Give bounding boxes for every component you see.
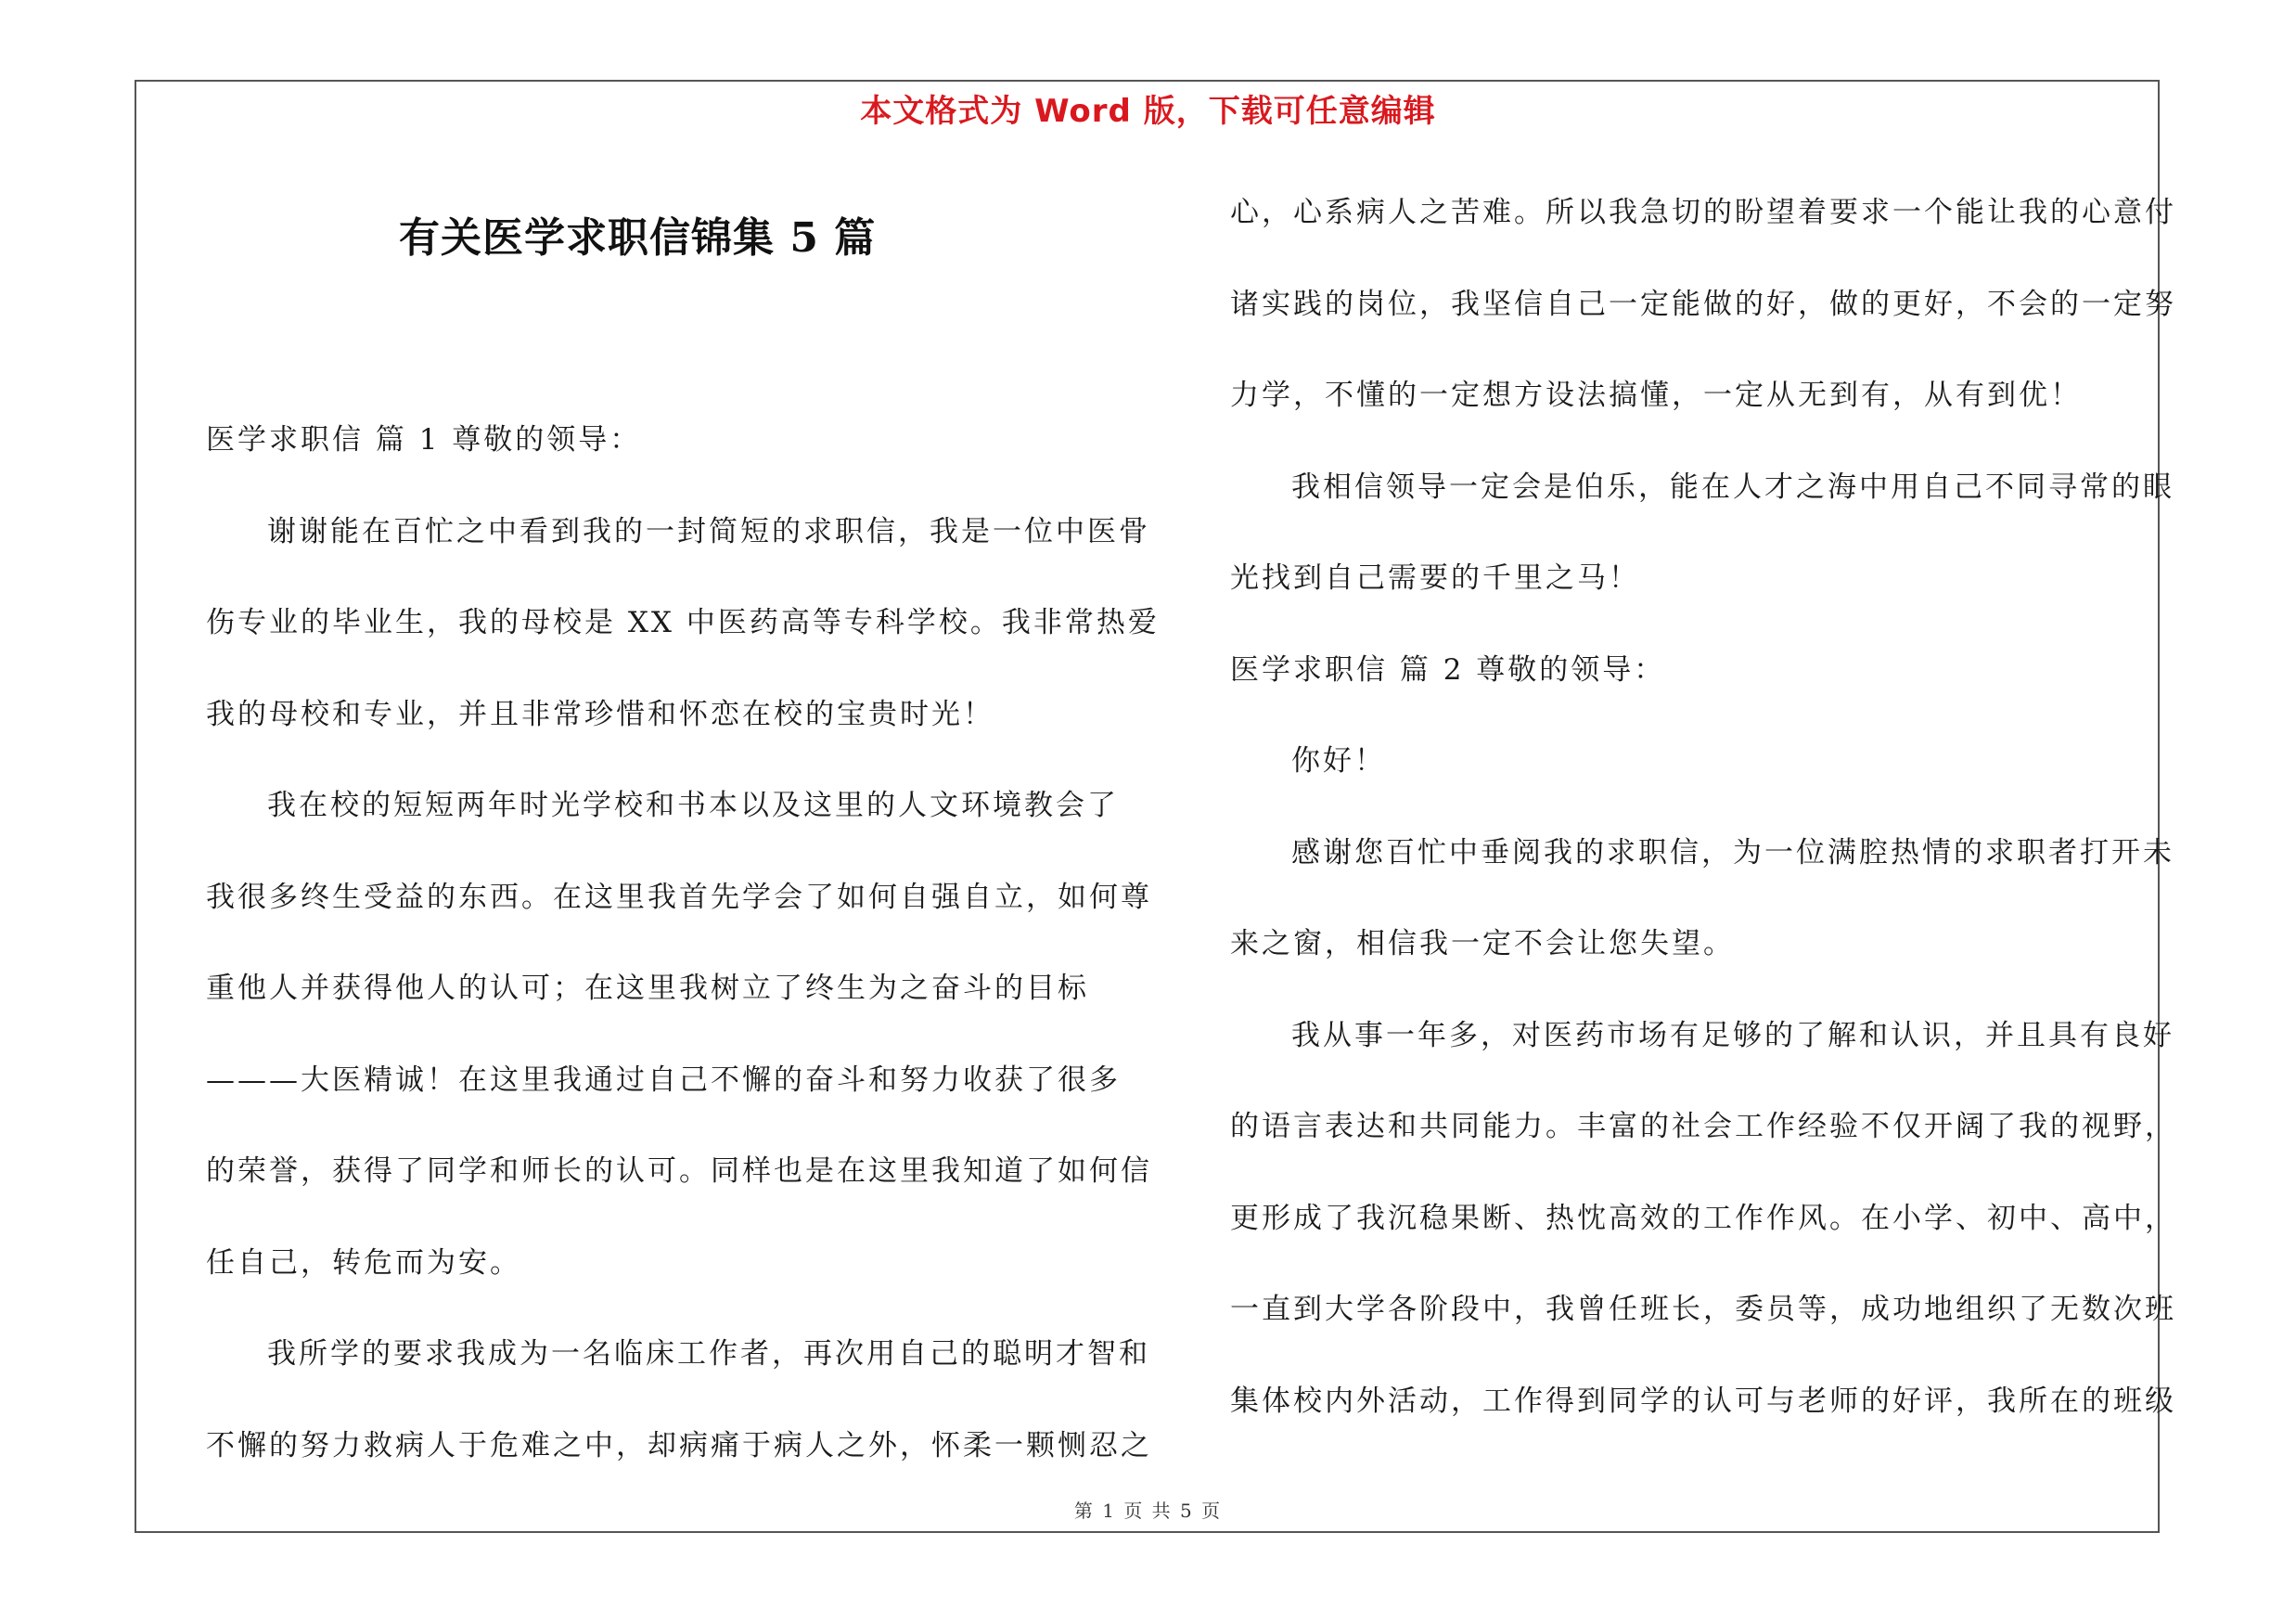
text-line: 诸实践的岗位，我坚信自己一定能做的好，做的更好，不会的一定努 <box>1230 287 2176 321</box>
text-line: 重他人并获得他人的认可；在这里我树立了终生为之奋斗的目标 <box>206 972 1089 1005</box>
text-line: 我在校的短短两年时光学校和书本以及这里的人文环境教会了 <box>267 789 1119 822</box>
text-line: 伤专业的毕业生，我的母校是 XX 中医药高等专科学校。我非常热爱 <box>206 606 1160 639</box>
text-line: 心，心系病人之苦难。所以我急切的盼望着要求一个能让我的心意付 <box>1230 196 2176 229</box>
right-text-column <box>1230 167 2176 1447</box>
left-text-column <box>206 394 1160 1491</box>
page-number-footer: 第 1 页 共 5 页 <box>1073 1500 1223 1522</box>
text-line: 你好！ <box>1291 744 1386 778</box>
text-line: 谢谢能在百忙之中看到我的一封简短的求职信，我是一位中医骨 <box>267 514 1150 548</box>
text-line: 一直到大学各阶段中，我曾任班长，委员等，成功地组织了无数次班 <box>1230 1293 2176 1326</box>
text-line: 我的母校和专业，并且非常珍惜和怀恋在校的宝贵时光！ <box>206 697 994 731</box>
text-line: 光找到自己需要的千里之马！ <box>1230 561 1640 595</box>
document-title: 有关医学求职信锦集 5 篇 <box>399 214 877 262</box>
text-line: 的荣誉，获得了同学和师长的认可。同样也是在这里我知道了如何信 <box>206 1154 1152 1188</box>
text-line: 的语言表达和共同能力。丰富的社会工作经验不仅开阔了我的视野， <box>1230 1110 2176 1143</box>
text-line: 不懈的努力救病人于危难之中，却病痛于病人之外，怀柔一颗恻忍之 <box>206 1428 1152 1462</box>
text-line: 我很多终生受益的东西。在这里我首先学会了如何自强自立，如何尊 <box>206 880 1152 914</box>
text-line: ———大医精诚！在这里我通过自己不懈的奋斗和努力收获了很多 <box>206 1063 1121 1097</box>
text-line: 我从事一年多，对医药市场有足够的了解和认识，并且具有良好 <box>1291 1018 2174 1052</box>
text-line: 任自己，转危而为安。 <box>206 1245 521 1280</box>
text-line: 来之窗，相信我一定不会让您失望。 <box>1230 927 1735 960</box>
text-line: 我所学的要求我成为一名临床工作者，再次用自己的聪明才智和 <box>267 1337 1150 1371</box>
text-line: 更形成了我沉稳果断、热忱高效的工作作风。在小学、初中、高中， <box>1230 1201 2176 1235</box>
format-banner: 本文格式为 Word 版，下载可任意编辑 <box>860 93 1436 130</box>
text-line: 集体校内外活动，工作得到同学的认可与老师的好评，我所在的班级 <box>1230 1384 2176 1418</box>
text-line: 我相信领导一定会是伯乐，能在人才之海中用自己不同寻常的眼 <box>1291 470 2174 504</box>
text-line: 感谢您百忙中垂阅我的求职信，为一位满腔热情的求职者打开未 <box>1291 835 2174 869</box>
text-line: 医学求职信 篇 1 尊敬的领导： <box>206 423 642 457</box>
text-line: 力学，不懂的一定想方设法搞懂，一定从无到有，从有到优！ <box>1230 379 2082 412</box>
text-line: 医学求职信 篇 2 尊敬的领导： <box>1230 652 1666 687</box>
